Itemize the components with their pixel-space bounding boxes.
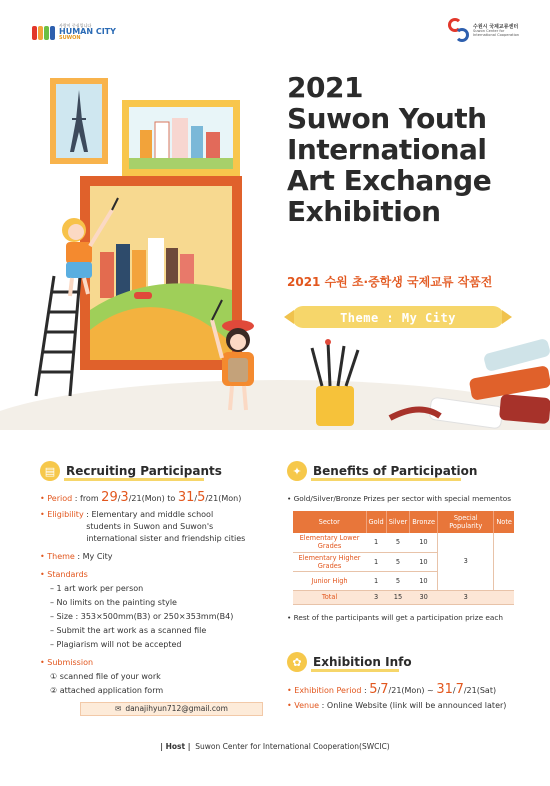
period-slash: / (117, 494, 121, 503)
human-city-logo (32, 24, 116, 41)
benefits-note: • Rest of the participants will get a participation prize each (287, 612, 504, 622)
city-bld-1 (140, 130, 152, 160)
cell-bronze: 10 (410, 552, 438, 571)
period-day2: 31 (177, 490, 195, 505)
city-bld-2 (155, 122, 169, 160)
brush-2 (328, 342, 330, 386)
paint-tubes (390, 338, 550, 429)
girl2-apron (228, 358, 248, 382)
girl2-leg1 (230, 386, 232, 410)
logo-main-text: HUMAN CITY (59, 27, 116, 36)
korean-subtitle: 2021 수원 초·중학생 국제교류 작품전 (287, 275, 493, 289)
cell-silver: 5 (386, 571, 410, 590)
lightbulb-icon: ✦ (287, 461, 307, 481)
canvas-bld-2 (116, 244, 130, 298)
col-bronze: Bronze (410, 511, 438, 533)
girl2-face (230, 334, 246, 350)
period-row (40, 492, 270, 505)
city-bld-3 (172, 118, 188, 160)
col-note: Note (494, 511, 514, 533)
host-name: Suwon Center for International Cooperation(SWCIC) (195, 742, 390, 751)
venue-label: • Venue (287, 701, 320, 710)
theme-label: • Theme (40, 552, 75, 561)
venue-row (287, 699, 506, 712)
brush-tip (325, 339, 331, 345)
theme-text: : My City (77, 552, 113, 561)
clipboard-icon: ▤ (40, 461, 60, 481)
swcic-mark-icon (448, 18, 470, 44)
brush-4 (346, 350, 358, 386)
recruiting-title: Recruiting Participants (66, 464, 222, 478)
eligibility-row (40, 509, 270, 545)
cell-bronze: 10 (410, 571, 438, 590)
cell-total-bronze: 30 (410, 590, 438, 604)
title-line: 2021 (287, 71, 363, 104)
venue-text: : Online Website (link will be announced later) (321, 701, 507, 710)
standards-list (40, 583, 270, 651)
email-address[interactable]: danajihyun712@gmail.com (125, 704, 228, 713)
title-line: Exhibition (287, 195, 441, 228)
email-box[interactable] (80, 702, 263, 716)
title-line: International (287, 133, 487, 166)
col-special: Special Popularity (438, 511, 494, 533)
brush-cup (316, 386, 354, 426)
brush-1 (312, 348, 322, 386)
prize-table (293, 511, 514, 605)
exhibition-day1: 5 (369, 682, 378, 697)
theme-banner (292, 302, 504, 332)
girl1-face (68, 224, 84, 240)
table-total-row (293, 590, 514, 604)
exhibition-month2: 7 (455, 682, 464, 697)
recruiting-body (40, 492, 270, 716)
cell-total-gold: 3 (366, 590, 386, 604)
period-from: : from (74, 494, 99, 503)
exhibition-slash: / (377, 686, 381, 695)
title-line: Art Exchange (287, 164, 492, 197)
main-title (287, 72, 491, 227)
cell-total-label: Total (293, 590, 366, 604)
list-item: – Plagiarism will not be accepted (50, 640, 182, 649)
exhibition-colon: : (364, 686, 367, 695)
exhibition-title: Exhibition Info (313, 655, 412, 669)
cell-gold: 1 (366, 552, 386, 571)
exhibition-end: /21(Sat) (463, 686, 497, 695)
period-end: /21(Mon) (205, 494, 242, 503)
girl1-leg1 (70, 278, 72, 296)
mail-icon: ✉ (115, 704, 122, 713)
list-item: ① scanned file of your work (50, 672, 161, 681)
city-bld-4 (191, 126, 203, 160)
swcic-english-line1: Suwon Center for (473, 28, 505, 33)
recruiting-underline (64, 478, 204, 481)
cell-sector: Elementary Lower Grades (293, 533, 366, 552)
table-row (293, 533, 514, 552)
footer (0, 742, 550, 751)
cell-note (494, 533, 514, 590)
list-item: – Size : 353×500mm(B3) or 250×353mm(B4) (50, 612, 234, 621)
exhibition-underline (311, 669, 399, 672)
col-sector: Sector (293, 511, 366, 533)
period-slash: / (194, 494, 198, 503)
palette-icon: ✿ (287, 652, 307, 672)
eiffel-bar (72, 118, 86, 120)
cell-total-silver: 15 (386, 590, 410, 604)
exhibition-mid: /21(Mon) ~ (388, 686, 434, 695)
title-line: Suwon Youth (287, 102, 487, 135)
submission-list (40, 671, 270, 697)
canvas-bld-1 (100, 252, 114, 298)
theme-row (40, 551, 270, 563)
list-item: – Submit the art work as a scanned file (50, 626, 207, 635)
benefits-body (287, 494, 514, 622)
cell-silver: 5 (386, 533, 410, 552)
canvas-car (134, 292, 152, 299)
city-bld-5 (206, 132, 220, 160)
cell-silver: 5 (386, 552, 410, 571)
cell-gold: 1 (366, 571, 386, 590)
exhibition-period-label: • Exhibition Period (287, 686, 362, 695)
list-item: – 1 art work per person (50, 584, 144, 593)
list-item: – No limits on the painting style (50, 598, 177, 607)
benefits-intro: • Gold/Silver/Bronze Prizes per sector with special mementos (287, 494, 512, 503)
city-grass (129, 158, 233, 169)
swcic-logo (448, 18, 519, 44)
eligibility-label: • Eligibility (40, 510, 84, 519)
cell-total-note (494, 590, 514, 604)
submission-label: • Submission (40, 658, 94, 667)
benefits-title: Benefits of Participation (313, 464, 478, 478)
swcic-english-line2: International Cooperation (473, 32, 520, 37)
period-label: • Period (40, 494, 73, 503)
girl1-shirt (66, 242, 92, 264)
girl1-skirt (66, 262, 92, 278)
benefits-underline (311, 478, 461, 481)
host-label: | Host | (160, 742, 191, 751)
period-month2: 5 (197, 490, 206, 505)
col-gold: Gold (366, 511, 386, 533)
logo-tagline: 사람이 중심입니다 (59, 23, 92, 28)
cell-gold: 1 (366, 533, 386, 552)
brush-3 (338, 346, 344, 386)
cell-total-special: 3 (438, 590, 494, 604)
exhibition-body (287, 683, 506, 712)
exhibition-slash: / (452, 686, 456, 695)
col-silver: Silver (386, 511, 410, 533)
swcic-korean-name: 수원시 국제교류센터 (473, 23, 519, 30)
cell-bronze: 10 (410, 533, 438, 552)
list-item: ② attached application form (50, 686, 164, 695)
table-header-row (293, 511, 514, 533)
period-day1: 29 (101, 490, 118, 505)
girl2-leg2 (244, 386, 246, 410)
exhibition-period-row (287, 683, 506, 697)
period-mid: /21(Mon) to (128, 494, 176, 503)
ladder-left (36, 276, 54, 396)
exhibition-month1: 7 (380, 682, 389, 697)
cell-sector: Junior High (293, 571, 366, 590)
theme-banner-text: Theme : My City (340, 311, 456, 325)
cell-special: 3 (438, 533, 494, 590)
standards-label: • Standards (40, 570, 88, 579)
people-icon (32, 26, 55, 40)
period-month1: 3 (120, 490, 129, 505)
cell-sector: Elementary Higher Grades (293, 552, 366, 571)
eligibility-text: : Elementary and middle school students in Suwon and Suwon's international sister and friendship cities (86, 510, 246, 543)
exhibition-day2: 31 (436, 682, 453, 697)
logo-sub-text: SUWON (59, 35, 81, 41)
